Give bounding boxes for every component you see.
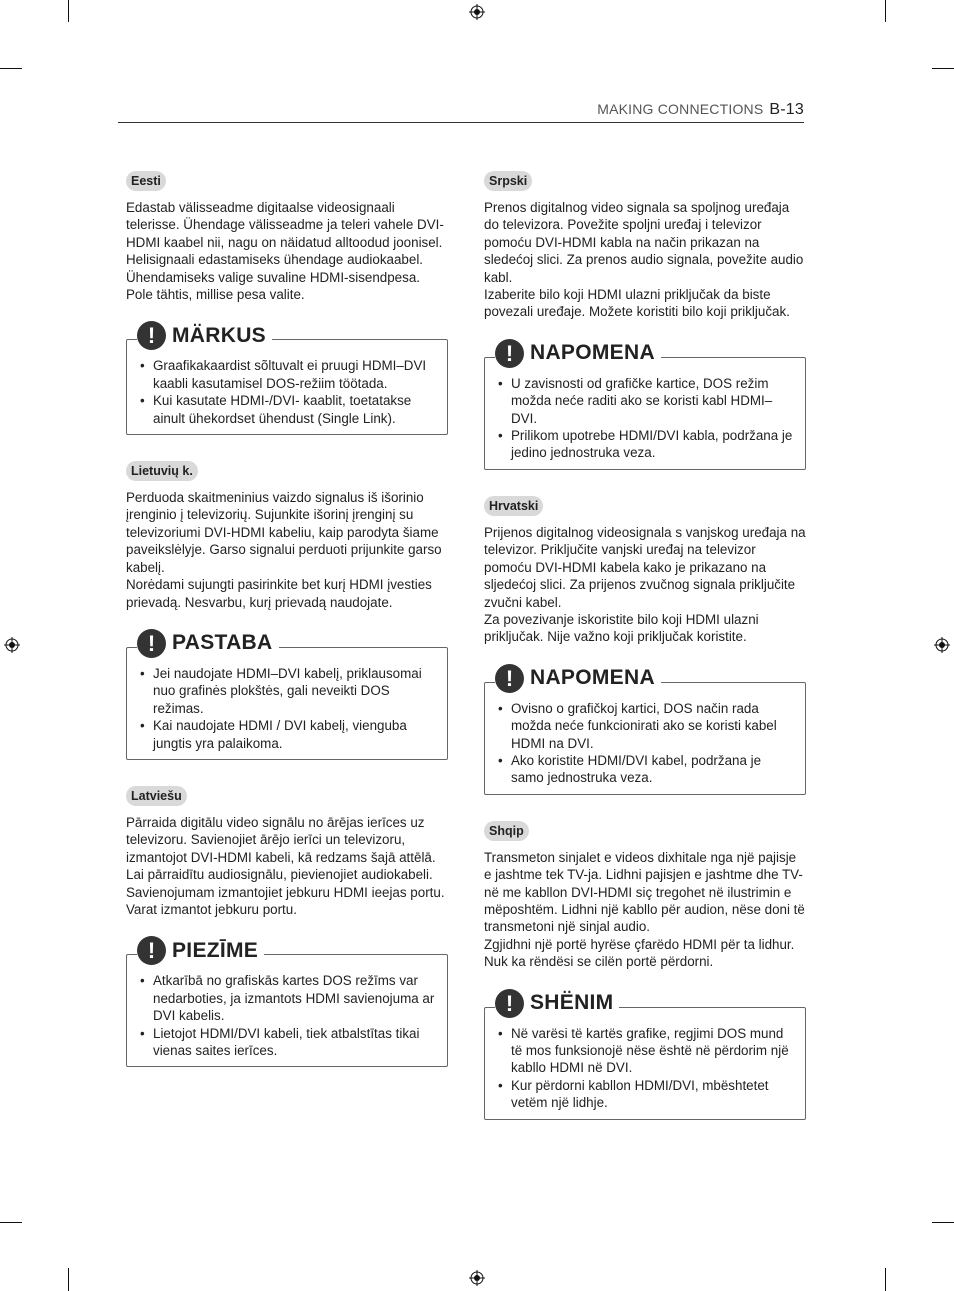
note-item: • Në varësi të kartës grafike, regjimi DOS mund të mos funksionojë nëse është në përdorim një kabllo HDMI në DVI.	[511, 1025, 797, 1077]
note-item: • Kui kasutate HDMI-/DVI- kaablit, toetatakse ainult ühekordset ühendust (Single Link).	[153, 392, 439, 427]
note-header	[495, 664, 661, 693]
section-srpski	[484, 171, 806, 470]
note-item: • U zavisnosti od grafičke kartice, DOS režim možda neće raditi ako se koristi kabl HDMI–DVI.	[511, 375, 797, 427]
note-item: • Prilikom upotrebe HDMI/DVI kabla, podržana je jedino jednostruka veza.	[511, 427, 797, 462]
exclamation-icon: !	[495, 339, 524, 368]
left-column	[126, 171, 448, 1093]
paragraph: Prijenos digitalnog videosignala s vanjskog uređaja na televizor. Priključite vanjski uređaj na televizor pomoću DVI-HDMI kabela kako je prikazano na sljedećoj slici. Za prijenos zvučnog signala priključite zvučni kabel.	[484, 524, 806, 610]
crop-mark	[885, 1268, 886, 1291]
language-tag: Latviešu	[126, 786, 187, 806]
exclamation-icon: !	[495, 664, 524, 693]
note-list	[493, 1025, 797, 1112]
note-box	[484, 340, 806, 470]
paragraph: Perduoda skaitmeninius vaizdo signalus iš išorinio įrenginio į televizorių. Sujunkite išorinį įrenginį su televizoriumi DVI-HDMI kabeliu, kaip parodyta šiame paveikslėlyje. Garso signalui perduoti prijunkite garso kabelį.	[126, 490, 442, 575]
note-header	[137, 936, 264, 965]
paragraph: Edastab välisseadme digitaalse videosignaali telerisse. Ühendage välisseadme ja teleri vahele DVI-HDMI kaabel nii, nagu on näidatud alltoodud joonisel. Helisignaali edastamiseks ühendage audiokaabel.	[126, 200, 444, 268]
paragraph: Prenos digitalnog video signala sa spoljnog uređaja do televizora. Povežite spoljni uređaj i televizor pomoću DVI-HDMI kabla na način prikazan na sledećoj slici. Za prenos audio signala, povežite audio kabl.	[484, 200, 804, 285]
note-box	[126, 630, 448, 760]
note-header	[137, 629, 279, 658]
note-title: PIEZĪME	[172, 938, 259, 962]
note-item: • Ako koristite HDMI/DVI kabel, podržana je samo jednostruka veza.	[511, 752, 797, 787]
crop-mark	[0, 1222, 22, 1223]
note-list	[135, 972, 439, 1059]
crop-mark	[68, 0, 69, 22]
note-item: • Lietojot HDMI/DVI kabeli, tiek atbalstītas tikai vienas saites ierīces.	[153, 1025, 439, 1060]
language-tag: Srpski	[484, 171, 532, 191]
exclamation-icon: !	[495, 989, 524, 1018]
language-tag: Eesti	[126, 171, 166, 191]
note-item: • Jei naudojate HDMI–DVI kabelį, priklausomai nuo grafinės plokštės, gali neveikti DOS režimas.	[153, 665, 439, 717]
registration-mark-icon	[469, 1270, 485, 1286]
section-eesti	[126, 171, 448, 435]
registration-mark-icon	[4, 637, 20, 653]
note-title: NAPOMENA	[530, 666, 655, 690]
note-list	[135, 357, 439, 427]
page-number: B-13	[769, 101, 804, 118]
note-list	[493, 375, 797, 462]
crop-mark	[932, 68, 954, 69]
note-title: NAPOMENA	[530, 341, 655, 365]
note-item: • Graafikakaardist sõltuvalt ei pruugi HDMI–DVI kaabli kasutamisel DOS-režiim töötada.	[153, 357, 439, 392]
crop-mark	[0, 68, 22, 69]
note-title: PASTABA	[172, 631, 273, 655]
note-box	[484, 665, 806, 795]
note-title: SHËNIM	[530, 991, 614, 1015]
note-box	[126, 323, 448, 435]
note-list	[493, 700, 797, 787]
paragraph: Savienojumam izmantojiet jebkuru HDMI ieejas portu. Varat izmantot jebkuru portu.	[126, 884, 445, 917]
crop-mark	[68, 1268, 69, 1291]
section-shqip	[484, 821, 806, 1120]
registration-mark-icon	[469, 4, 485, 20]
paragraph: Transmeton sinjalet e videos dixhitale nga një pajisje e jashtme tek TV-ja. Lidhni pajisjen e jashtme dhe TV-në me kabllon DVI-HDMI siç tregohet në ilustrimin e mëposhtëm. Lidhni një kabllo për audion, nëse doni të transmetoni një sinjal audio.	[484, 849, 805, 935]
note-header	[137, 321, 272, 350]
note-item: • Kur përdorni kabllon HDMI/DVI, mbështetet vetëm një lidhje.	[511, 1077, 797, 1112]
note-box	[126, 938, 448, 1067]
note-box	[484, 990, 806, 1120]
note-header	[495, 989, 619, 1018]
note-item: • Ovisno o grafičkoj kartici, DOS način rada možda neće funkcionirati ako se koristi kabel HDMI na DVI.	[511, 700, 797, 752]
note-list	[135, 665, 439, 752]
section-hrvatski	[484, 496, 806, 795]
paragraph: Zgjidhni një portë hyrëse çfarëdo HDMI për ta lidhur. Nuk ka rëndësi se cilën portë përdorni.	[484, 936, 795, 970]
exclamation-icon: !	[137, 321, 166, 350]
exclamation-icon: !	[137, 936, 166, 965]
right-column	[484, 171, 806, 1146]
registration-mark-icon	[934, 637, 950, 653]
exclamation-icon: !	[137, 629, 166, 658]
paragraph: Ühendamiseks valige suvaline HDMI-sisendpesa. Pole tähtis, millise pesa valite.	[126, 269, 420, 303]
language-tag: Shqip	[484, 821, 529, 841]
language-tag: Hrvatski	[484, 496, 543, 516]
note-header	[495, 339, 661, 368]
paragraph: Za povezivanje iskoristite bilo koji HDMI ulazni priključak. Nije važno koji priključak koristite.	[484, 611, 759, 645]
paragraph: Norėdami sujungti pasirinkite bet kurį HDMI įvesties prievadą. Nesvarbu, kurį prievadą naudojate.	[126, 577, 432, 610]
section-lietuviu	[126, 461, 448, 760]
section-title: MAKING CONNECTIONS	[597, 101, 764, 117]
note-item: • Kai naudojate HDMI / DVI kabelį, vienguba jungtis yra palaikoma.	[153, 717, 439, 752]
note-title: MÄRKUS	[172, 323, 266, 347]
crop-mark	[885, 0, 886, 22]
crop-mark	[932, 1222, 954, 1223]
header-rule	[118, 122, 804, 123]
language-tag: Lietuvių k.	[126, 461, 198, 481]
section-latviesu	[126, 786, 448, 1067]
paragraph: Izaberite bilo koji HDMI ulazni priključak da biste povezali uređaje. Možete koristiti bilo koji priključak.	[484, 287, 790, 320]
note-item: • Atkarībā no grafiskās kartes DOS režīms var nedarboties, ja izmantots HDMI savienojuma ar DVI kabelis.	[153, 972, 439, 1024]
page-header	[597, 101, 804, 119]
paragraph: Pārraida digitālu video signālu no ārējas ierīces uz televizoru. Savienojiet ārējo ierīci un televizoru, izmantojot DVI-HDMI kabeli, kā redzams šajā attēlā. Lai pārraidītu audiosignālu, pievienojiet audiokabeli.	[126, 814, 436, 883]
